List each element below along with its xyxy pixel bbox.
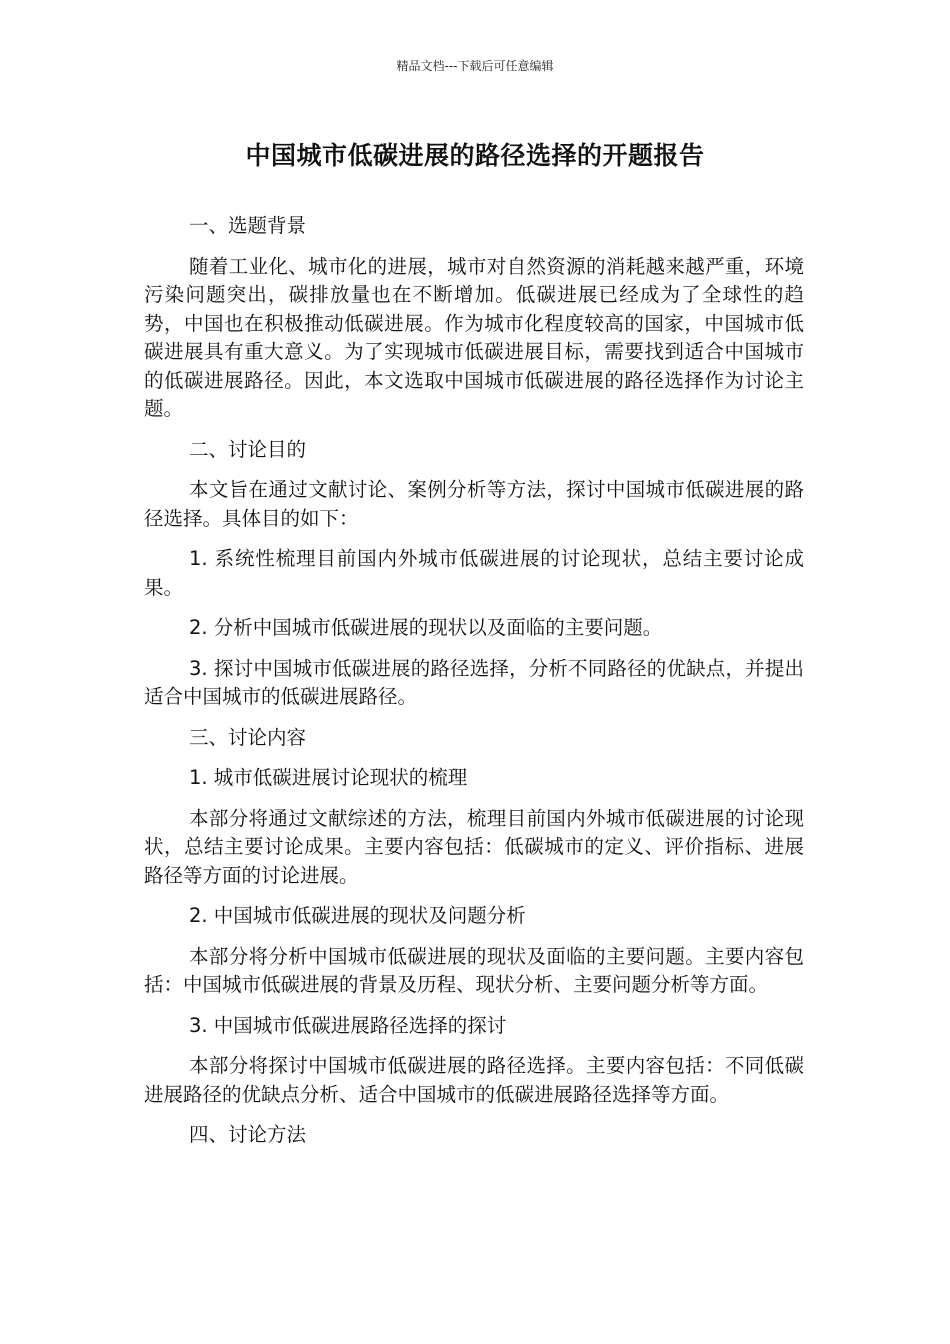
section-heading-content: 三、讨论内容 <box>189 725 307 749</box>
background-paragraph: 随着工业化、城市化的进展，城市对自然资源的消耗越来越严重，环境污染问题突出，碳排放量也在不断增加。低碳进展已经成为了全球性的趋势，中国也在积极推动低碳进展。作为城市化程度较高的国家，中国城市低碳进展具有重大意义。为了实现城市低碳进展目标，需要找到适合中国城市的低碳进展路径。因此，本文选取中国城市低碳进展的路径选择作为讨论主题。 <box>144 254 804 420</box>
purpose-item-1: 1. 系统性梳理目前国内外城市低碳进展的讨论现状，总结主要讨论成果。 <box>144 547 804 599</box>
content-paragraph-1: 本部分将通过文献综述的方法，梳理目前国内外城市低碳进展的讨论现状，总结主要讨论成果。主要内容包括：低碳城市的定义、评价指标、进展路径等方面的讨论进展。 <box>144 806 804 887</box>
section-heading-method: 四、讨论方法 <box>189 1123 307 1146</box>
content-paragraph-2: 本部分将分析中国城市低碳进展的现状及面临的主要问题。主要内容包括：中国城市低碳进展的背景及历程、现状分析、主要问题分析等方面。 <box>144 944 804 996</box>
document-body <box>144 212 804 1162</box>
content-paragraph-3: 本部分将探讨中国城市低碳进展的路径选择。主要内容包括：不同低碳进展路径的优缺点分析、适合中国城市的低碳进展路径选择等方面。 <box>144 1054 804 1106</box>
section-heading-background: 一、选题背景 <box>189 214 307 237</box>
content-subheading-2: 2. 中国城市低碳进展的现状及问题分析 <box>189 904 526 927</box>
content-subheading-1: 1. 城市低碳进展讨论现状的梳理 <box>189 766 468 789</box>
header-note: 精品文档---下载后可任意编辑 <box>396 59 554 73</box>
content-subheading-3: 3. 中国城市低碳进展路径选择的探讨 <box>189 1013 507 1037</box>
purpose-paragraph: 本文旨在通过文献讨论、案例分析等方法，探讨中国城市低碳进展的路径选择。具体目的如下： <box>144 478 804 530</box>
document-title: 中国城市低碳进展的路径选择的开题报告 <box>245 141 705 170</box>
purpose-item-2: 2. 分析中国城市低碳进展的现状以及面临的主要问题。 <box>189 616 663 639</box>
section-heading-purpose: 二、讨论目的 <box>189 437 307 461</box>
purpose-item-3: 3. 探讨中国城市低碳进展的路径选择，分析不同路径的优缺点，并提出适合中国城市的低碳进展路径。 <box>144 656 804 708</box>
